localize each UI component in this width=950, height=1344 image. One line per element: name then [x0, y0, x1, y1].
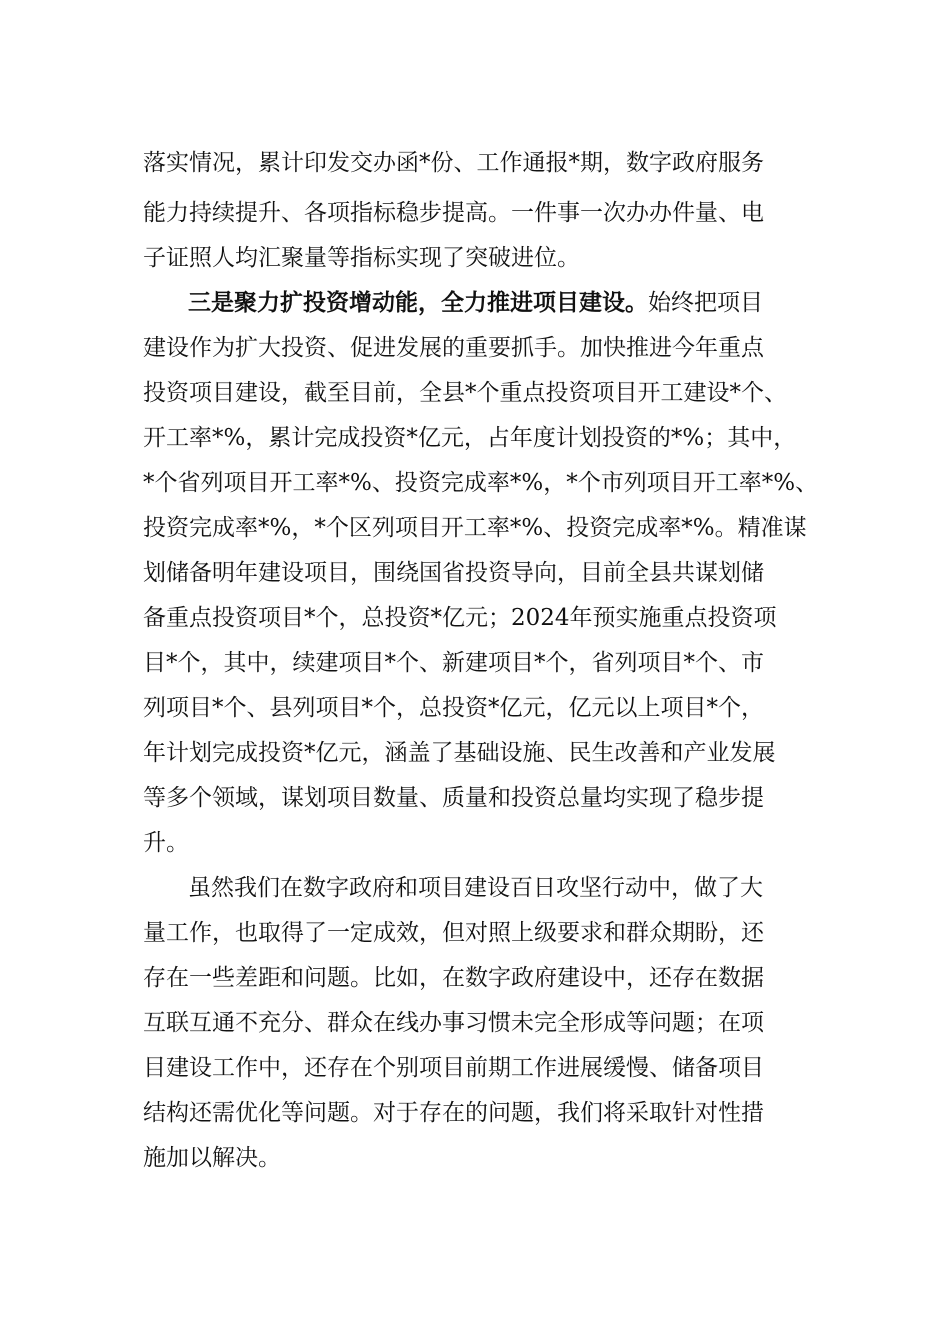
paragraph-line: 目*个，其中，续建项目*个、新建项目*个，省列项目*个、市	[143, 650, 764, 676]
paragraph-heading: 三是聚力扩投资增动能，全力推进项目建设。	[188, 289, 648, 316]
paragraph-line: 施加以解决。	[143, 1145, 281, 1171]
paragraph-line: 结构还需优化等问题。对于存在的问题，我们将采取针对性措	[143, 1100, 764, 1126]
paragraph-line: 目建设工作中，还存在个别项目前期工作进展缓慢、储备项目	[143, 1055, 764, 1081]
paragraph-line: 列项目*个、县列项目*个，总投资*亿元，亿元以上项目*个，	[143, 695, 764, 721]
paragraph-line: 能力持续提升、各项指标稳步提高。一件事一次办办件量、电	[143, 200, 764, 226]
paragraph-first-line	[188, 283, 763, 323]
paragraph-line: 开工率*%，累计完成投资*亿元，占年度计划投资的*%；其中，	[143, 425, 797, 451]
paragraph-line: 备重点投资项目*个，总投资*亿元；2024年预实施重点投资项	[143, 605, 777, 631]
paragraph-line: 子证照人均汇聚量等指标实现了突破进位。	[143, 245, 580, 271]
paragraph-text: 始终把项目	[648, 290, 763, 316]
paragraph-line: 量工作，也取得了一定成效，但对照上级要求和群众期盼，还	[143, 920, 764, 946]
paragraph-line: 落实情况，累计印发交办函*份、工作通报*期，数字政府服务	[143, 150, 764, 176]
paragraph-line: 年计划完成投资*亿元，涵盖了基础设施、民生改善和产业发展	[143, 740, 776, 766]
paragraph-line: 划储备明年建设项目，围绕国省投资导向，目前全县共谋划储	[143, 560, 764, 586]
paragraph-line: 升。	[143, 830, 189, 856]
paragraph-line: 互联互通不充分、群众在线办事习惯未完全形成等问题；在项	[143, 1010, 764, 1036]
paragraph-first-line: 虽然我们在数字政府和项目建设百日攻坚行动中，做了大	[188, 875, 763, 901]
paragraph-line: 投资完成率*%，*个区列项目开工率*%、投资完成率*%。精准谋	[143, 515, 807, 541]
paragraph-line: 建设作为扩大投资、促进发展的重要抓手。加快推进今年重点	[143, 335, 764, 361]
paragraph-line: 存在一些差距和问题。比如，在数字政府建设中，还存在数据	[143, 965, 764, 991]
paragraph-line: 投资项目建设，截至目前，全县*个重点投资项目开工建设*个、	[143, 380, 787, 406]
paragraph-line: 等多个领域，谋划项目数量、质量和投资总量均实现了稳步提	[143, 785, 764, 811]
paragraph-line: *个省列项目开工率*%、投资完成率*%，*个市列项目开工率*%、	[143, 470, 819, 496]
